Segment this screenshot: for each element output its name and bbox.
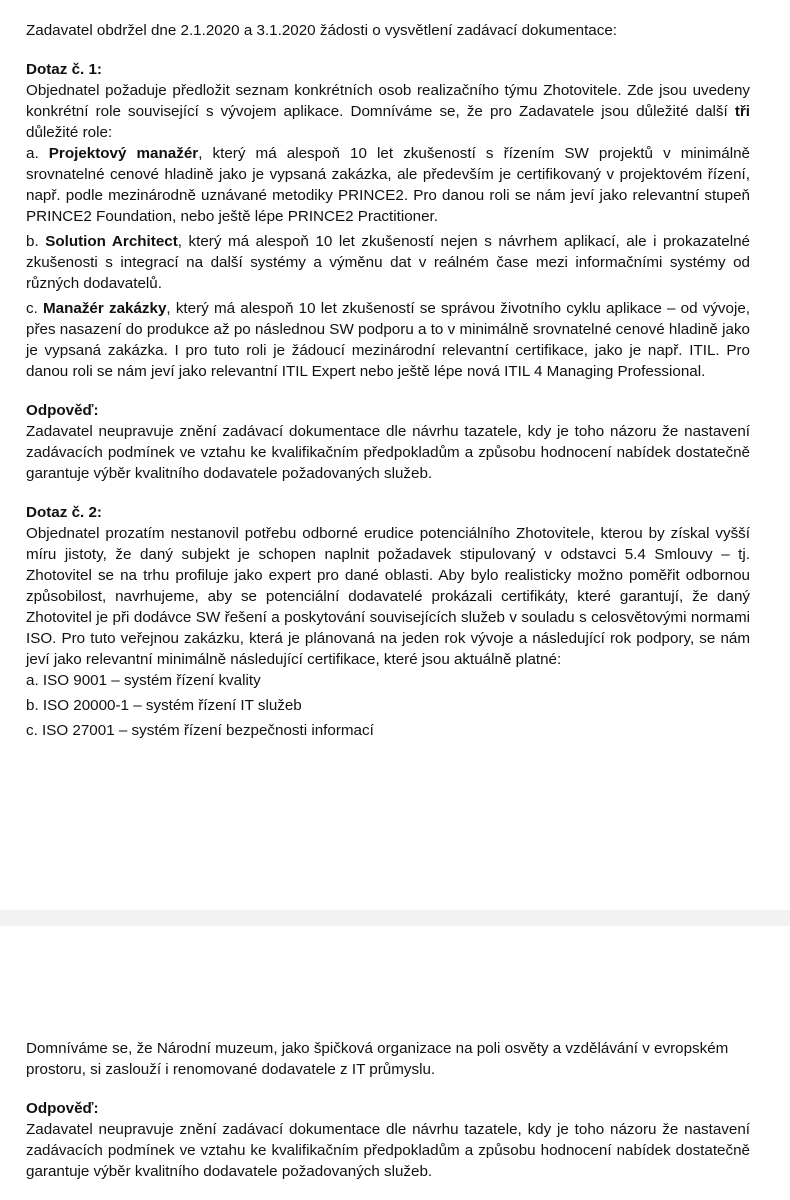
role-item-title: Projektový manažér	[48, 145, 199, 162]
answer-1-text: Zadavatel neupravuje znění zadávací dokumentace dle návrhu tazatele, kdy je toho názoru že nastavení zadávacích podmínek ve vztahu ke kvalifikačním předpokladům a způsobu hodnocení nabídek dostatečně garantuje výběr kvalitního dodavatele požadovaných služeb.	[26, 423, 750, 482]
role-item-a	[26, 143, 750, 227]
page-separator	[0, 910, 790, 926]
iso-item-a: a. ISO 9001 – systém řízení kvality	[26, 672, 261, 689]
answer-1-heading: Odpověď:	[26, 402, 99, 419]
question-1-text-end: důležité role:	[26, 124, 113, 141]
question-1-text-start: Objednatel požaduje předložit seznam konkrétních osob realizačního týmu Zhotovitele. Zde jsou uvedeny konkrétní role související s vývojem aplikace. Domníváme se, že pro Zadavatele jsou důležité další	[26, 82, 750, 120]
question-2-continuation: Domníváme se, že Národní muzeum, jako špičková organizace na poli osvěty a vzdělávání v evropském prostoru, si zaslouží i renomované dodavatele z IT průmyslu.	[26, 1040, 729, 1078]
role-item-text: , který má alespoň 10 let zkušeností nejen s návrhem aplikací, ale i prokazatelné zkušenosti s integrací na další systémy a výměnu dat v reálném čase mezi informačními systémy od různých dodavatelů.	[26, 233, 750, 292]
iso-item-c: c. ISO 27001 – systém řízení bezpečnosti informací	[26, 722, 374, 739]
page-1-content	[26, 20, 750, 741]
answer-2-heading: Odpověď:	[26, 1100, 99, 1117]
question-2-text: Objednatel prozatím nestanovil potřebu odborné erudice potenciálního Zhotovitele, kterou by získal vyšší míru jistoty, že daný subjekt je schopen naplnit požadavek stipulovaný v odstavci 5.4 Smlouvy – tj. Zhotovitel se na trhu profiluje jako expert pro dané oblasti. Aby bylo realisticky možno poměřit odbornou způsobilost, navrhujeme, aby se potenciální dodavatelé prokázali certifikáty, které garantují, že daný Zhotovitel je při dodávce SW řešení a poskytování souvisejících služeb v souladu s celosvětovými normami ISO. Pro tuto veřejnou zakázku, která je plánovaná na jeden rok vývoje a následující rok podpory, se nám jeví jako relevantní minimálně následující certifikace, které jsou aktuálně platné:	[26, 525, 750, 668]
role-item-b	[26, 231, 750, 294]
iso-item-b: b. ISO 20000-1 – systém řízení IT služeb	[26, 697, 302, 714]
question-1-text-bold: tři	[734, 103, 750, 120]
role-item-title: Manažér zakázky	[43, 300, 167, 317]
page-2-content	[26, 1038, 750, 1182]
question-2-heading: Dotaz č. 2:	[26, 504, 102, 521]
question-1-text	[26, 80, 750, 143]
role-item-prefix: c.	[26, 300, 44, 317]
role-item-c	[26, 298, 750, 382]
answer-2-text: Zadavatel neupravuje znění zadávací dokumentace dle návrhu tazatele, kdy je toho názoru že nastavení zadávacích podmínek ve vztahu ke kvalifikačním předpokladům a způsobu hodnocení nabídek dostatečně garantuje výběr kvalitního dodavatele požadovaných služeb.	[26, 1121, 750, 1180]
role-item-prefix: b.	[26, 233, 46, 250]
role-item-text: , který má alespoň 10 let zkušeností se správou životního cyklu aplikace – od vývoje, přes nasazení do produkce až po následnou SW podporu a to v minimálně srovnatelné cenové hladině jako je vypsaná zakázka. I pro tuto roli je žádoucí mezinárodní relevantní certifikace, jako je např. ITIL. Pro danou roli se nám jeví jako relevantní ITIL Expert nebo ještě lépe nová ITIL 4 Managing Professional.	[26, 300, 750, 380]
intro-text: Zadavatel obdržel dne 2.1.2020 a 3.1.2020 žádosti o vysvětlení zadávací dokumentace:	[26, 22, 618, 39]
question-1-heading: Dotaz č. 1:	[26, 61, 102, 78]
role-item-prefix: a.	[26, 145, 49, 162]
role-item-text: , který má alespoň 10 let zkušeností s řízením SW projektů v minimálně srovnatelné cenové hladině jako je vypsaná zakázka, ale především je certifikovaný v projektovém řízení, např. podle mezinárodně uznávané metodiky PRINCE2. Pro danou roli se nám jeví jako relevantní stupeň PRINCE2 Foundation, nebo ještě lépe PRINCE2 Practitioner.	[26, 145, 750, 225]
role-item-title: Solution Architect	[45, 233, 178, 250]
document-page-2	[0, 926, 790, 1200]
